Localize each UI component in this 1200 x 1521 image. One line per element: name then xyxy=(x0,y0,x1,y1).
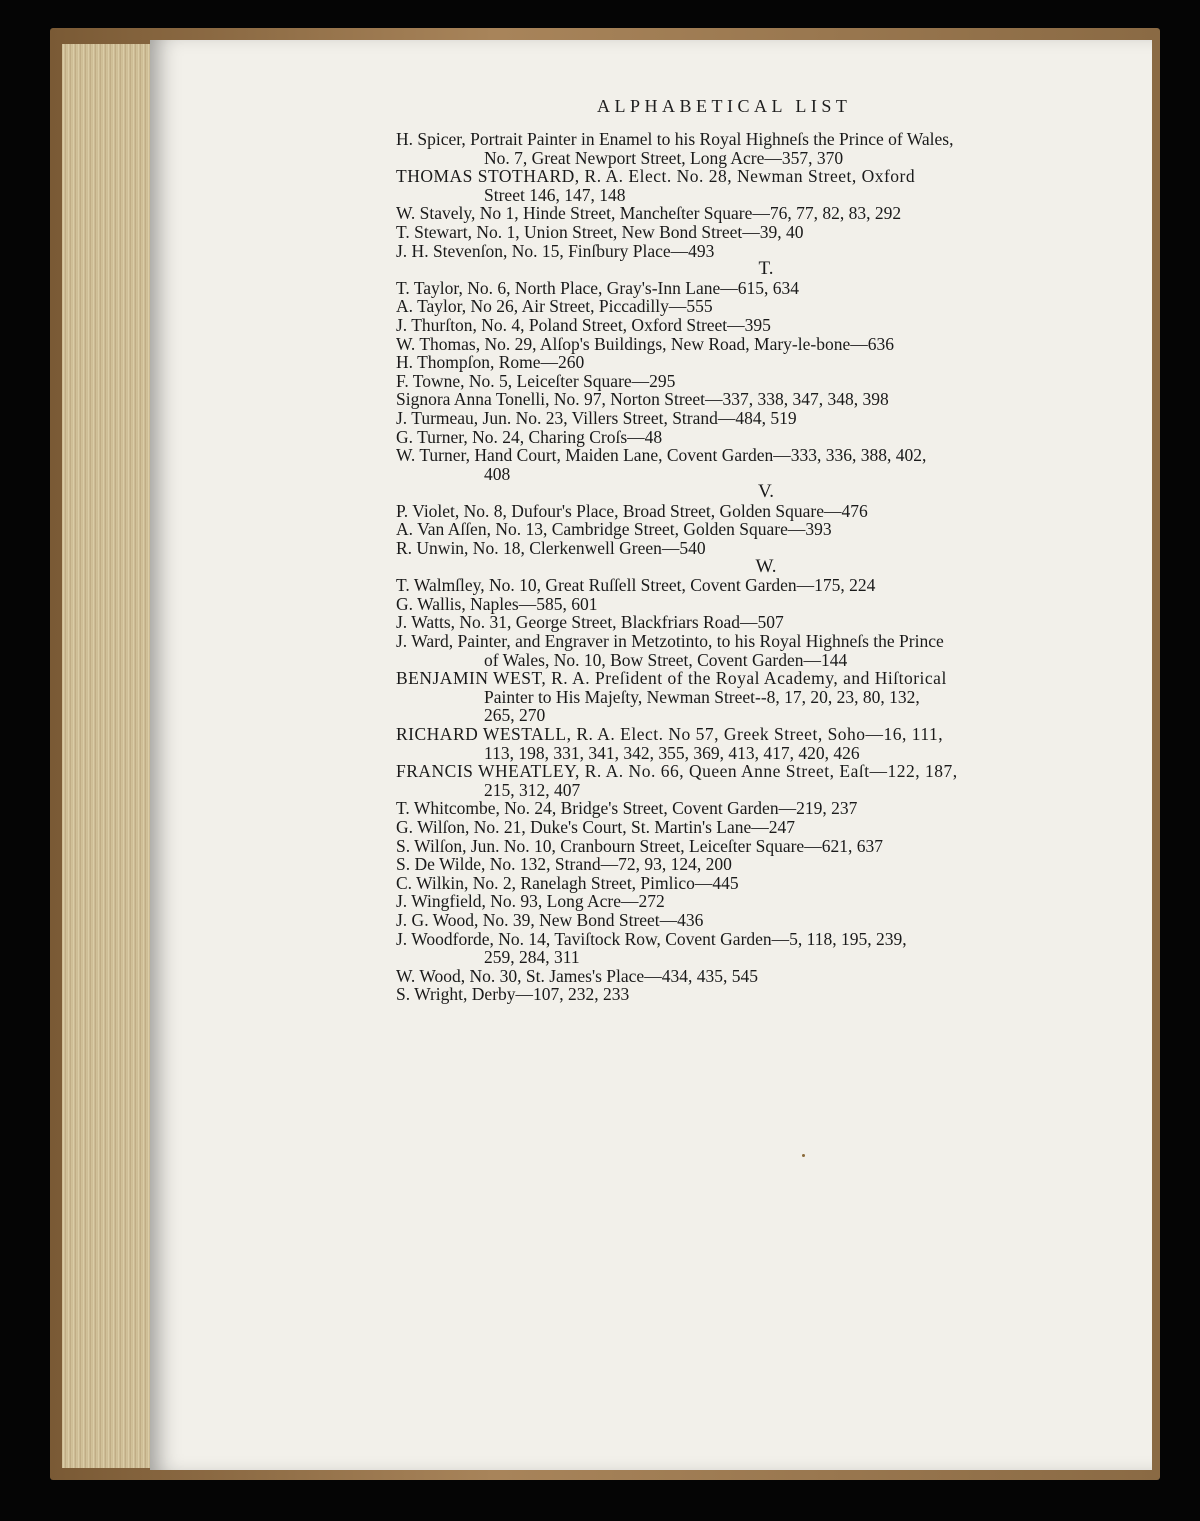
entry-line: Signora Anna Tonelli, No. 97, Norton Street—337, 338, 347, 348, 398 xyxy=(396,389,889,410)
entry-line: S. Wilſon, Jun. No. 10, Cranbourn Street, Leiceſter Square—621, 637 xyxy=(396,835,883,856)
entry-line: S. Wright, Derby—107, 232, 233 xyxy=(396,984,630,1005)
entry-line: T. Walmſley, No. 10, Great Ruſſell Street, Covent Garden—175, 224 xyxy=(396,575,876,596)
entry-line: T. Stewart, No. 1, Union Street, New Bond Street—39, 40 xyxy=(396,221,804,242)
entry-line: F. Towne, No. 5, Leiceſter Square—295 xyxy=(396,370,676,391)
entry-line: W. Wood, No. 30, St. James's Place—434, 435, 545 xyxy=(396,965,758,986)
entry-line: W. Turner, Hand Court, Maiden Lane, Covent Garden—333, 336, 388, 402, xyxy=(396,445,927,466)
entry-line: P. Violet, No. 8, Dufour's Place, Broad Street, Golden Square—476 xyxy=(396,500,868,521)
entry-line: G. Turner, No. 24, Charing Croſs—48 xyxy=(396,426,663,447)
section-letter: V. xyxy=(757,481,775,503)
entry-line: W. Stavely, No 1, Hinde Street, Mancheſter Square—76, 77, 82, 83, 292 xyxy=(396,203,902,224)
entry-continuation: 408 xyxy=(484,463,511,484)
entry-line: J. G. Wood, No. 39, New Bond Street—436 xyxy=(396,909,704,930)
section-letter: W. xyxy=(755,555,777,577)
entry-continuation: of Wales, No. 10, Bow Street, Covent Garden—144 xyxy=(484,649,848,670)
entry-line: R. Unwin, No. 18, Clerkenwell Green—540 xyxy=(396,538,706,559)
entry-line: J. H. Stevenſon, No. 15, Finſbury Place—493 xyxy=(396,240,715,261)
page-edges xyxy=(62,44,162,1468)
entry-line: T. Taylor, No. 6, North Place, Gray's-Inn Lane—615, 634 xyxy=(396,277,799,298)
page-header: ALPHABETICAL LIST xyxy=(597,96,852,116)
entry-line: J. Thurſton, No. 4, Poland Street, Oxford Street—395 xyxy=(396,314,771,335)
entry-line: H. Thompſon, Rome—260 xyxy=(396,352,585,373)
entry-line: A. Taylor, No 26, Air Street, Piccadilly—555 xyxy=(396,296,713,317)
entry-line: RICHARD WESTALL, R. A. Elect. No 57, Greek Street, Soho—16, 111, xyxy=(396,724,944,744)
entry-line: C. Wilkin, No. 2, Ranelagh Street, Pimlico—445 xyxy=(396,872,739,893)
entry-continuation: No. 7, Great Newport Street, Long Acre—357, 370 xyxy=(484,147,844,168)
entry-line: J. Woodforde, No. 14, Taviſtock Row, Covent Garden—5, 118, 195, 239, xyxy=(396,928,907,949)
entry-line: W. Thomas, No. 29, Alſop's Buildings, New Road, Mary-le-bone—636 xyxy=(396,333,894,354)
entry-line: THOMAS STOTHARD, R. A. Elect. No. 28, Newman Street, Oxford xyxy=(396,166,916,187)
entry-line: J. Watts, No. 31, George Street, Blackfriars Road—507 xyxy=(396,612,784,633)
entry-line: G. Wallis, Naples—585, 601 xyxy=(396,593,598,614)
ink-spot xyxy=(802,1154,805,1157)
entry-list xyxy=(396,130,1116,1004)
entry-line: J. Turmeau, Jun. No. 23, Villers Street, Strand—484, 519 xyxy=(396,407,797,428)
entry-continuation: 215, 312, 407 xyxy=(484,779,581,800)
entry-line: J. Ward, Painter, and Engraver in Metzotinto, to his Royal Highneſs the Prince xyxy=(396,631,944,652)
entry-continuation: 259, 284, 311 xyxy=(484,947,580,968)
entry-line: G. Wilſon, No. 21, Duke's Court, St. Martin's Lane—247 xyxy=(396,816,796,837)
entry-line: T. Whitcombe, No. 24, Bridge's Street, Covent Garden—219, 237 xyxy=(396,798,858,819)
entry-continuation: Street 146, 147, 148 xyxy=(484,184,626,205)
section-letter: T. xyxy=(758,258,774,280)
entry-line: BENJAMIN WEST, R. A. Preſident of the Royal Academy, and Hiſtorical xyxy=(396,668,947,689)
entry-line: A. Van Aſſen, No. 13, Cambridge Street, Golden Square—393 xyxy=(396,519,832,540)
entry-line: H. Spicer, Portrait Painter in Enamel to his Royal Highneſs the Prince of Wales, xyxy=(396,129,954,149)
entry-line: S. De Wilde, No. 132, Strand—72, 93, 124, 200 xyxy=(396,854,732,875)
entry-continuation: Painter to His Majeſty, Newman Street--8, 17, 20, 23, 80, 132, xyxy=(484,686,920,707)
entry-continuation: 265, 270 xyxy=(484,705,546,726)
entry-line: J. Wingfield, No. 93, Long Acre—272 xyxy=(396,891,665,912)
entry-line: FRANCIS WHEATLEY, R. A. No. 66, Queen Anne Street, Eaſt—122, 187, xyxy=(396,761,958,782)
entry-continuation: 113, 198, 331, 341, 342, 355, 369, 413, 417, 420, 426 xyxy=(484,742,860,763)
